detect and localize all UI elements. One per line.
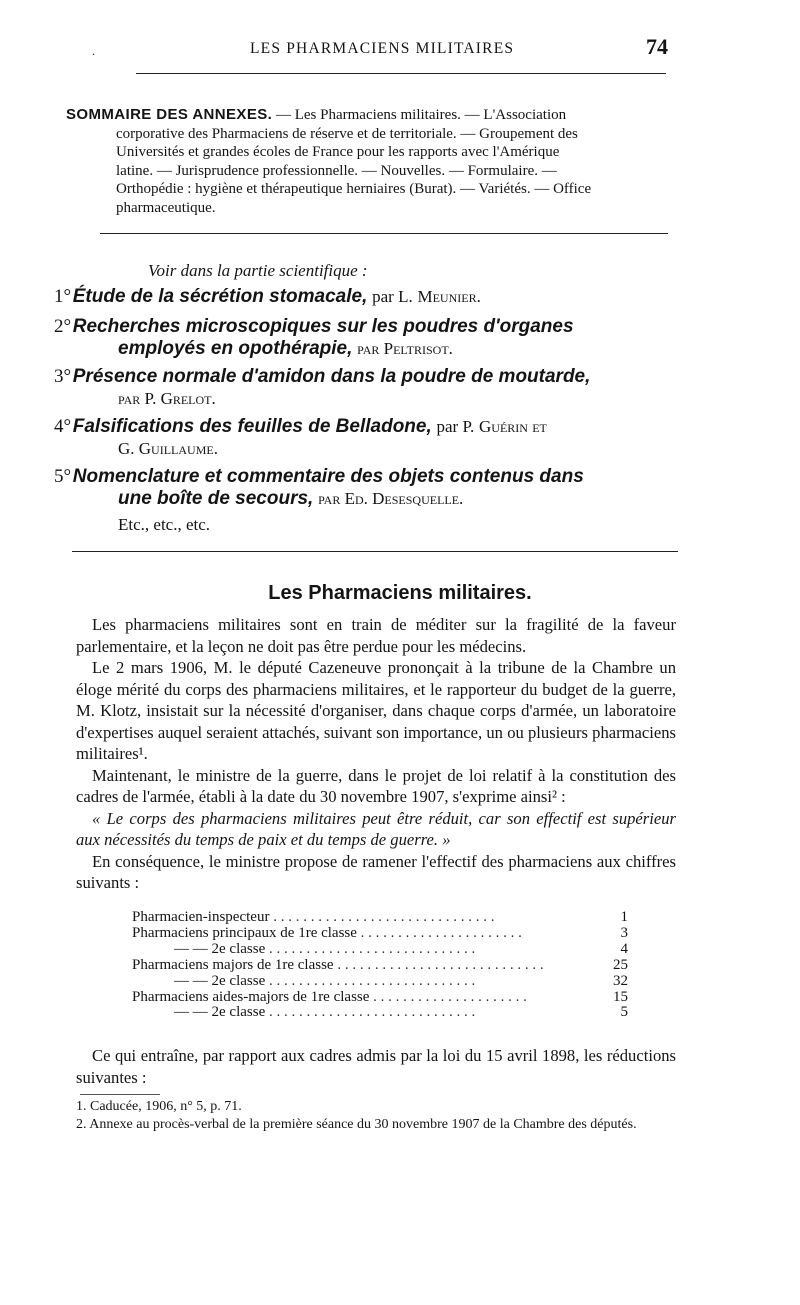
table-row: Pharmaciens aides-majors de 1re classe . . . . . . . . . . . . . . . . . . . . . 15 <box>132 988 628 1005</box>
table-row: Pharmacien-inspecteur . . . . . . . . . . . . . . . . . . . . . . . . . . . . . . 1 <box>132 909 628 925</box>
summary-line: Universités et grandes écoles de France pour les rapports avec l'Amérique <box>116 144 560 160</box>
section-rule <box>100 233 668 234</box>
article-title: Les Pharmaciens militaires. <box>268 582 532 604</box>
footnote: 2. Annexe au procès-verbal de la première séance du 30 novembre 1907 de la Chambre des députés. <box>76 1117 637 1132</box>
table-row: — — 2e classe . . . . . . . . . . . . . . . . . . . . . . . . . . . . 32 <box>174 972 628 989</box>
scientific-item: 1° Étude de la sécrétion stomacale, par L. Meunier. <box>54 286 481 307</box>
scientific-item: 3° Présence normale d'amidon dans la poudre de moutarde, par P. Grelot. <box>54 366 591 408</box>
summary-line: Orthopédie : hygiène et thérapeutique herniaires (Burat). — Variétés. — Office <box>116 181 592 197</box>
scientific-item: 4° Falsifications des feuilles de Belladone, par P. Guérin et G. Guillaume. <box>54 416 547 458</box>
header-rule <box>136 73 666 74</box>
table-row: — — 2e classe . . . . . . . . . . . . . . . . . . . . . . . . . . . . 4 <box>174 940 628 957</box>
scientific-etc: Etc., etc., etc. <box>118 515 211 534</box>
summary-lead: SOMMAIRE DES ANNEXES. <box>66 106 273 123</box>
article-body <box>76 614 676 894</box>
footnote-rule <box>80 1094 160 1095</box>
paragraph: Ce qui entraîne, par rapport aux cadres admis par la loi du 15 avril 1898, les réductions suivantes : <box>76 1046 676 1087</box>
pharmacist-ranks-table <box>132 910 628 1021</box>
annex-summary <box>66 106 672 217</box>
paragraph: En conséquence, le ministre propose de ramener l'effectif des pharmaciens aux chiffres suivants : <box>76 851 676 892</box>
table-row: — — 2e classe . . . . . . . . . . . . . . . . . . . . . . . . . . . . 5 <box>174 1004 628 1021</box>
scientific-heading: Voir dans la partie scientifique : <box>148 261 368 280</box>
article-closing <box>76 1045 676 1088</box>
paragraph: Les pharmaciens militaires sont en train de méditer sur la fragilité de la faveur parlementaire, et la leçon ne doit pas être perdue pour les médecins. <box>76 615 676 656</box>
table-row: Pharmaciens principaux de 1re classe . . . . . . . . . . . . . . . . . . . . . . 3 <box>132 924 628 941</box>
page-number: 74 <box>646 34 668 59</box>
head-dot: . <box>92 44 95 58</box>
paragraph: Maintenant, le ministre de la guerre, dans le projet de loi relatif à la constitution des cadres de l'armée, établi à la date du 30 novembre 1907, s'exprime ainsi² : <box>76 765 676 806</box>
scientific-item: 2° Recherches microscopiques sur les poudres d'organes employés en opothérapie, par Peltrisot. <box>54 316 574 359</box>
running-title: LES PHARMACIENS MILITAIRES <box>250 40 515 57</box>
summary-line: pharmaceutique. <box>116 199 216 216</box>
scientific-item: 5° Nomenclature et commentaire des objets contenus dans une boîte de secours, par Ed. Desesquelle. <box>54 466 584 509</box>
footnote: 1. Caducée, 1906, n° 5, p. 71. <box>76 1099 242 1114</box>
quotation: « Le corps des pharmaciens militaires peut être réduit, car son effectif est supérieur aux nécessités du temps de paix et du temps de guerre. » <box>76 808 676 849</box>
running-head <box>78 34 668 68</box>
summary-line: SOMMAIRE DES ANNEXES. — Les Pharmaciens militaires. — L'Association <box>66 106 567 123</box>
section-rule <box>72 551 678 552</box>
summary-line: latine. — Jurisprudence professionnelle. — Nouvelles. — Formulaire. — <box>116 162 557 179</box>
summary-line: corporative des Pharmaciens de réserve et de territoriale. — Groupement des <box>116 125 578 142</box>
footnotes <box>76 1098 676 1134</box>
table-row: Pharmaciens majors de 1re classe . . . . . . . . . . . . . . . . . . . . . . . . . . . . 25 <box>132 956 628 973</box>
paragraph: Le 2 mars 1906, M. le député Cazeneuve prononçait à la tribune de la Chambre un éloge mérité du corps des pharmaciens militaires, et le rapporteur du budget de la guerre, M. Klotz, insistait sur la nécessité d'organiser, dans chaque corps d'armée, un laboratoire d'expertises auquel seraient attachés, suivant son importance, un ou plusieurs pharmaciens militaires¹. <box>76 658 676 763</box>
